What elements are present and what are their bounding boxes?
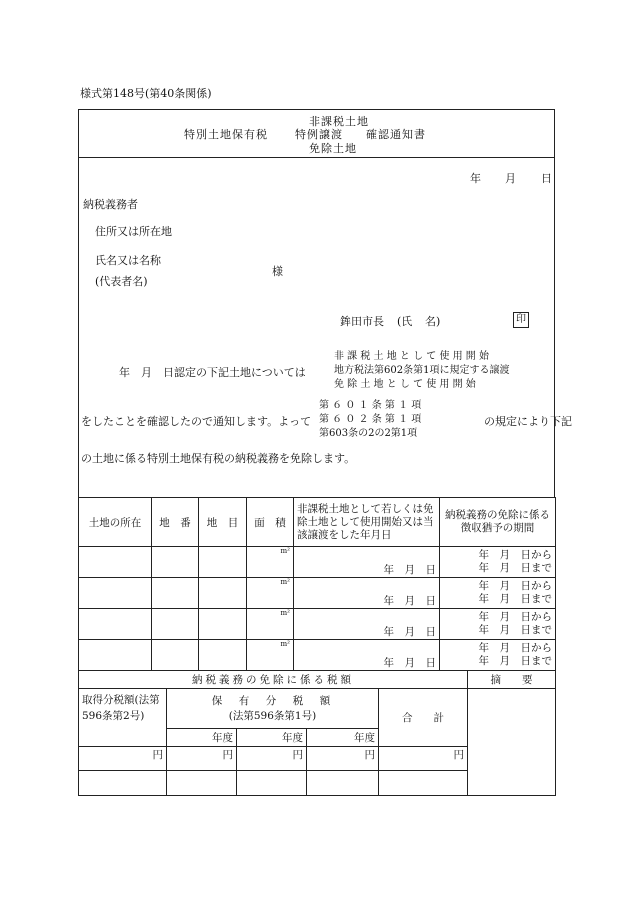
fiscal-year-3[interactable]: 年度	[307, 729, 379, 747]
cell-grace[interactable]	[440, 609, 556, 640]
table-row	[79, 578, 556, 609]
cell-lot[interactable]	[152, 609, 199, 640]
body-line3: の土地に係る特別土地保有税の納税義務を免除します。	[81, 452, 356, 465]
issuer-name-open: (氏	[397, 315, 413, 328]
blank-cell[interactable]	[307, 771, 379, 796]
title-option-top: 非課税土地	[309, 115, 369, 128]
cell-start-date[interactable]: 年 月 日	[294, 547, 440, 578]
grace-from: 年 月 日から	[478, 580, 552, 592]
land-table	[78, 497, 556, 671]
holding-yen-1[interactable]: 円	[167, 747, 237, 771]
grace-to: 年 月 日まで	[478, 593, 552, 605]
grace-to: 年 月 日まで	[478, 655, 552, 667]
fiscal-year-1[interactable]: 年度	[167, 729, 237, 747]
land-table-header	[79, 498, 556, 547]
cell-area-unit[interactable]: m²	[247, 640, 294, 671]
cell-location[interactable]	[79, 640, 152, 671]
body-line1-prefix: 年 月 日認定の下記土地については	[119, 366, 306, 379]
grace-from: 年 月 日から	[478, 611, 552, 623]
article-option-1: 第 ６ ０ １ 条 第 １ 項	[319, 400, 422, 411]
total-yen[interactable]: 円	[379, 747, 468, 771]
title-main-left: 特別土地保有税	[184, 128, 268, 141]
form-number-label: 様式第148号(第40条関係)	[80, 87, 212, 100]
title-main-right: 確認通知書	[366, 128, 426, 141]
table-row	[79, 609, 556, 640]
honorific: 様	[272, 265, 283, 278]
name-label: 氏名又は名称	[95, 254, 161, 267]
cell-start-date[interactable]: 年 月 日	[294, 578, 440, 609]
header-location: 土地の所在	[79, 498, 152, 547]
cell-area-unit[interactable]: m²	[247, 578, 294, 609]
blank-cell[interactable]	[379, 771, 468, 796]
holding-yen-3[interactable]: 円	[307, 747, 379, 771]
representative-label: (代表者名)	[95, 275, 148, 288]
grace-to: 年 月 日まで	[478, 624, 552, 636]
issuer-title: 鉾田市長	[340, 315, 384, 328]
body-line2-suffix: の規定により下記	[484, 415, 572, 428]
body-option-3: 免 除 土 地 と し て 使 用 開 始	[334, 379, 476, 390]
cell-lot[interactable]	[152, 640, 199, 671]
article-option-2: 第 ６ ０ ２ 条 第 １ 項	[319, 414, 422, 425]
cell-area-unit[interactable]: m²	[247, 547, 294, 578]
seal-mark: 印	[513, 312, 529, 328]
body-option-2: 地方税法第602条第1項に規定する譲渡	[334, 365, 510, 376]
grace-from: 年 月 日から	[478, 642, 552, 654]
header-lot: 地 番	[152, 498, 199, 547]
title-option-bottom: 免除土地	[309, 142, 357, 155]
tax-table-title: 納税義務の免除に係る税額	[79, 671, 468, 689]
acquisition-yen[interactable]: 円	[79, 747, 167, 771]
body-line2-prefix: をしたことを確認したので通知します。よって	[81, 415, 312, 428]
cell-location[interactable]	[79, 547, 152, 578]
cell-lot[interactable]	[152, 547, 199, 578]
cell-start-date[interactable]: 年 月 日	[294, 640, 440, 671]
total-label: 合 計	[379, 689, 468, 747]
header-category: 地 目	[199, 498, 247, 547]
issuer-name-close: 名)	[425, 315, 441, 328]
header-start-date: 非課税土地として若しくは免除土地として使用開始又は当該譲渡をした年月日	[294, 498, 440, 547]
blank-cell[interactable]	[167, 771, 237, 796]
cell-start-date[interactable]: 年 月 日	[294, 609, 440, 640]
date-year: 年	[470, 172, 481, 185]
cell-grace[interactable]	[440, 578, 556, 609]
cell-category[interactable]	[199, 547, 247, 578]
header-area: 面 積	[247, 498, 294, 547]
taxpayer-heading: 納税義務者	[83, 198, 138, 211]
cell-category[interactable]	[199, 609, 247, 640]
date-month: 月	[505, 172, 516, 185]
cell-grace[interactable]	[440, 547, 556, 578]
holding-tax-sub: (法第596条第1号)	[228, 709, 317, 722]
cell-category[interactable]	[199, 640, 247, 671]
address-label: 住所又は所在地	[95, 225, 172, 238]
body-option-1: 非 課 税 土 地 と し て 使 用 開 始	[334, 351, 489, 362]
fiscal-year-2[interactable]: 年度	[237, 729, 307, 747]
tax-amount-table	[78, 670, 556, 796]
holding-tax-label: 保 有 分 税 額	[211, 694, 334, 707]
holding-tax-header	[167, 689, 379, 729]
table-row	[79, 547, 556, 578]
holding-yen-2[interactable]: 円	[237, 747, 307, 771]
notice-frame	[78, 109, 572, 498]
form-title	[79, 110, 556, 157]
grace-from: 年 月 日から	[478, 549, 552, 561]
cell-category[interactable]	[199, 578, 247, 609]
date-day: 日	[541, 172, 552, 185]
blank-cell[interactable]	[79, 771, 167, 796]
cell-area-unit[interactable]: m²	[247, 609, 294, 640]
grace-to: 年 月 日まで	[478, 562, 552, 574]
acquisition-tax-label: 取得分税額(法第596条第2号)	[79, 689, 167, 747]
cell-lot[interactable]	[152, 578, 199, 609]
remarks-header: 摘 要	[468, 671, 556, 689]
remarks-cell[interactable]	[468, 689, 556, 796]
title-divider	[79, 157, 554, 158]
table-row	[79, 640, 556, 671]
title-main-mid: 特例譲渡	[295, 128, 343, 141]
header-grace-period: 納税義務の免除に係る徴収猶予の期間	[440, 498, 556, 547]
cell-location[interactable]	[79, 609, 152, 640]
cell-grace[interactable]	[440, 640, 556, 671]
blank-cell[interactable]	[237, 771, 307, 796]
cell-location[interactable]	[79, 578, 152, 609]
article-option-3: 第603条の2の2第1項	[319, 428, 418, 439]
